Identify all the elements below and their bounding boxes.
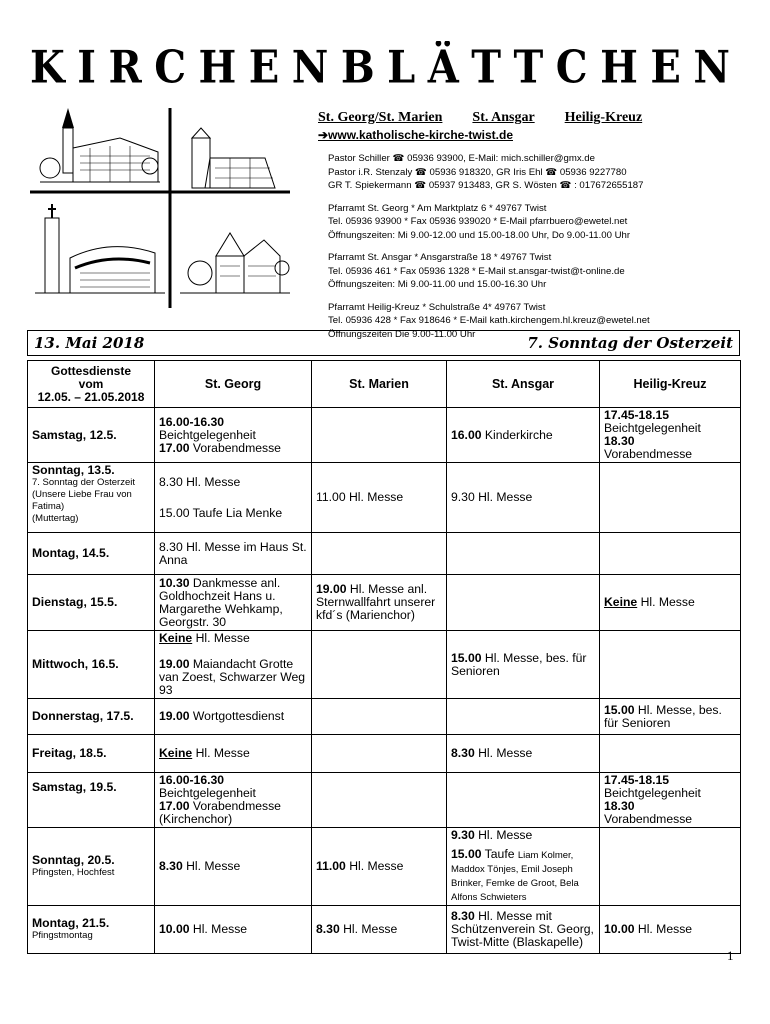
title-letter: I — [77, 41, 96, 94]
table-row — [28, 631, 741, 699]
ansgar-cell: 9.30 Hl. Messe — [447, 463, 600, 533]
table-row — [28, 533, 741, 575]
header-georg: St. Georg — [155, 361, 312, 408]
table-row — [28, 575, 741, 631]
office-line: Öffnungszeiten Die 9.00-11.00 Uhr — [328, 328, 476, 340]
title-letter: H — [600, 41, 638, 94]
title-letter: E — [248, 41, 280, 94]
georg-cell: 8.30 Hl. Messe — [155, 828, 312, 906]
ansgar-cell: 15.00 Hl. Messe, bes. für Senioren — [447, 631, 600, 699]
kreuz-cell — [600, 463, 741, 533]
table-row — [28, 699, 741, 735]
header-marien: St. Marien — [312, 361, 447, 408]
church-drawings-illustration — [30, 108, 290, 308]
kreuz-cell: 10.00 Hl. Messe — [600, 906, 741, 954]
ansgar-cell — [447, 699, 600, 735]
title-letter: T — [471, 41, 502, 94]
liturgical-day-label: 7. Sonntag der Osterzeit — [527, 334, 733, 352]
marien-cell: 19.00 Hl. Messe anl. Sternwallfahrt unserer kfd´s (Marienchor) — [312, 575, 447, 631]
ansgar-cell: 9.30 Hl. Messe 15.00 Taufe Liam Kolmer, Maddox Tönjes, Emil Joseph Brinker, Femke de Groot, Bela Alfons Schwieters — [447, 828, 600, 906]
georg-cell: 10.00 Hl. Messe — [155, 906, 312, 954]
office-line: Tel. 05936 93900 * Fax 05936 939020 * E-Mail pfarrbuero@ewetel.net — [328, 216, 628, 227]
office-line: Tel. 05936 461 * Fax 05936 1328 * E-Mail st.ansgar-twist@t-online.de — [328, 265, 625, 277]
marien-cell — [312, 699, 447, 735]
title-letter: C — [555, 41, 588, 94]
title-letter: R — [108, 41, 142, 94]
ansgar-cell: 8.30 Hl. Messe — [447, 735, 600, 773]
kreuz-cell: 15.00 Hl. Messe, bes. für Senioren — [600, 699, 741, 735]
kreuz-cell — [600, 828, 741, 906]
date-label: 13. Mai 2018 — [34, 334, 145, 352]
georg-cell: 19.00 Wortgottesdienst — [155, 699, 312, 735]
table-header-row — [28, 361, 741, 408]
georg-cell: Keine Hl. Messe — [155, 735, 312, 773]
parish-names — [318, 110, 738, 126]
website-link[interactable]: ➔www.katholische-kirche-twist.de — [318, 128, 513, 142]
kreuz-cell — [600, 533, 741, 575]
newsletter-title — [30, 41, 730, 97]
parish-heilig-kreuz: Heilig-Kreuz — [564, 110, 643, 125]
title-letter: K — [30, 41, 65, 94]
date-bar — [27, 330, 740, 356]
office-line: Pfarramt Heilig-Kreuz * Schulstraße 4* 49767 Twist — [328, 301, 546, 313]
georg-cell: 10.30 Dankmesse anl. Goldhochzeit Hans u. Margarethe Wehkamp, Georgstr. 30 — [155, 575, 312, 631]
office-line: Pfarramt St. Georg * Am Marktplatz 6 * 49767 Twist — [328, 202, 547, 214]
kreuz-cell — [600, 735, 741, 773]
marien-cell — [312, 631, 447, 699]
title-letter: T — [513, 41, 544, 94]
day-cell: Samstag, 12.5. — [28, 408, 155, 463]
day-cell: Montag, 14.5. — [28, 533, 155, 575]
day-cell: Freitag, 18.5. — [28, 735, 155, 773]
table-row — [28, 735, 741, 773]
title-letter: B — [340, 41, 375, 94]
marien-cell — [312, 533, 447, 575]
title-letter: C — [154, 41, 187, 94]
title-letter: N — [291, 41, 329, 94]
ansgar-cell — [447, 773, 600, 828]
marien-cell: 8.30 Hl. Messe — [312, 906, 447, 954]
parish-georg-marien: St. Georg/St. Marien — [318, 110, 443, 125]
ansgar-cell: 16.00 Kinderkirche — [447, 408, 600, 463]
day-cell: Mittwoch, 16.5. — [28, 631, 155, 699]
title-letter: E — [650, 41, 681, 94]
title-letter: H — [198, 41, 237, 94]
georg-cell: 16.00-16.30 Beichtgelegenheit 17.00 Vorabendmesse — [155, 408, 312, 463]
office-line: Tel. 05936 428 * Fax 918646 * E-Mail kath.kirchengem.hl.kreuz@ewetel.net — [328, 315, 650, 326]
georg-cell: Keine Hl. Messe 19.00 Maiandacht Grotte van Zoest, Schwarzer Weg 93 — [155, 631, 312, 699]
header-info — [318, 110, 738, 341]
parish-ansgar: St. Ansgar — [472, 110, 535, 125]
marien-cell — [312, 773, 447, 828]
ansgar-cell: 8.30 Hl. Messe mit Schützenverein St. Georg, Twist-Mitte (Blaskapelle) — [447, 906, 600, 954]
kreuz-cell: Keine Hl. Messe — [600, 575, 741, 631]
georg-cell: 16.00-16.30 Beichtgelegenheit 17.00 Vorabendmesse (Kirchenchor) — [155, 773, 312, 828]
marien-cell: 11.00 Hl. Messe — [312, 463, 447, 533]
office-line: Öffnungszeiten: Mi 9.00-11.00 und 15.00-16.30 Uhr — [328, 279, 547, 290]
office-line: Öffnungszeiten: Mi 9.00-12.00 und 15.00-18.00 Uhr, Do 9.00-11.00 Uhr — [328, 229, 631, 241]
day-cell: Samstag, 19.5. — [28, 773, 155, 828]
table-row — [28, 408, 741, 463]
marien-cell: 11.00 Hl. Messe — [312, 828, 447, 906]
header-kreuz: Heilig-Kreuz — [600, 361, 741, 408]
day-cell: Dienstag, 15.5. — [28, 575, 155, 631]
table-row — [28, 828, 741, 906]
contact-line: GR T. Spiekermann ☎ 05937 913483, GR S. Wösten ☎ : 017672655187 — [328, 180, 644, 191]
title-letter: L — [387, 41, 416, 94]
table-row — [28, 463, 741, 533]
title-letter: N — [693, 41, 730, 94]
day-cell: Donnerstag, 17.5. — [28, 699, 155, 735]
header-services: Gottesdienste vom 12.05. – 21.05.2018 — [28, 361, 155, 408]
table-row — [28, 906, 741, 954]
georg-cell: 8.30 Hl. Messe im Haus St. Anna — [155, 533, 312, 575]
georg-cell: 8.30 Hl. Messe 15.00 Taufe Lia Menke — [155, 463, 312, 533]
day-cell: Sonntag, 13.5. 7. Sonntag der Osterzeit (Unsere Liebe Frau von Fatima) (Muttertag) — [28, 463, 155, 533]
day-cell: Sonntag, 20.5. Pfingsten, Hochfest — [28, 828, 155, 906]
service-schedule-table — [27, 360, 741, 954]
pastor-contacts — [328, 152, 738, 341]
contact-line: Pastor Schiller ☎ 05936 93900, E-Mail: mich.schiller@gmx.de — [328, 153, 595, 164]
kreuz-cell: 17.45-18.15 Beichtgelegenheit 18.30 Vorabendmesse — [600, 408, 741, 463]
header-ansgar: St. Ansgar — [447, 361, 600, 408]
marien-cell — [312, 735, 447, 773]
kreuz-cell: 17.45-18.15 Beichtgelegenheit 18.30 Vorabendmesse — [600, 773, 741, 828]
contact-line: Pastor i.R. Stenzaly ☎ 05936 918320, GR Iris Ehl ☎ 05936 9227780 — [328, 166, 627, 178]
ansgar-cell — [447, 575, 600, 631]
office-line: Pfarramt St. Ansgar * Ansgarstraße 18 * 49767 Twist — [328, 252, 552, 263]
table-row — [28, 773, 741, 828]
marien-cell — [312, 408, 447, 463]
page-number: 1 — [727, 948, 734, 963]
kreuz-cell — [600, 631, 741, 699]
day-cell: Montag, 21.5. Pfingstmontag — [28, 906, 155, 954]
ansgar-cell — [447, 533, 600, 575]
title-letter: Ä — [427, 41, 459, 94]
